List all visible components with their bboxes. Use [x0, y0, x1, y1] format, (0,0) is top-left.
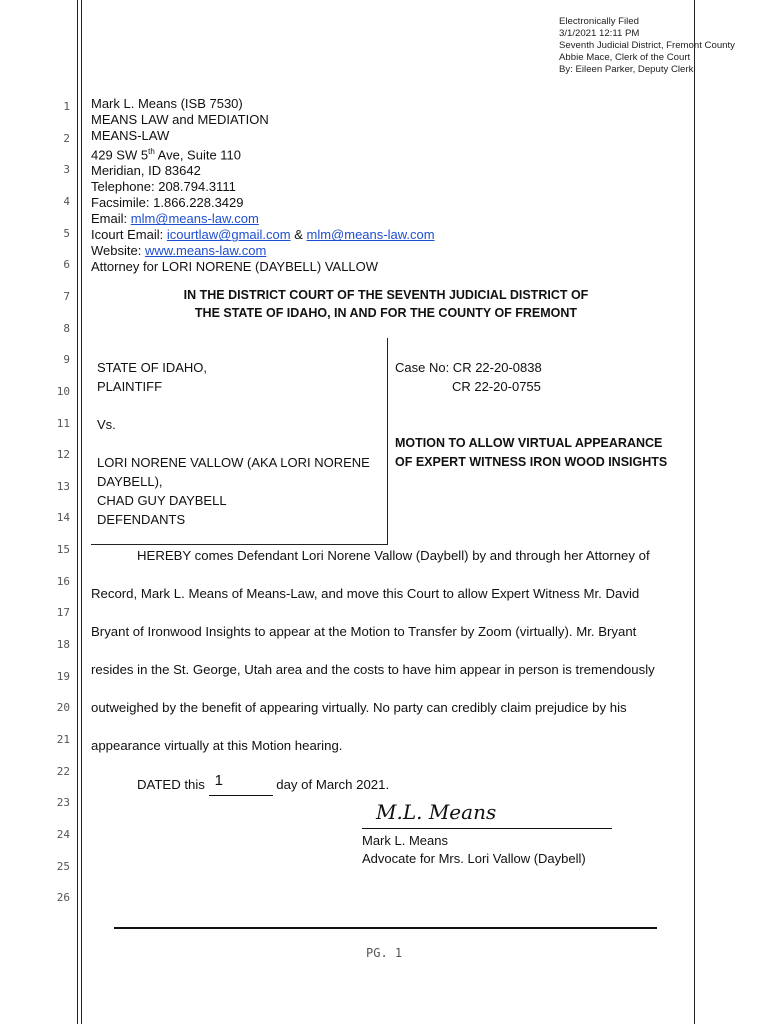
icourt-email-link-2[interactable]: mlm@means-law.com [306, 227, 435, 243]
website-link[interactable]: www.means-law.com [144, 243, 267, 259]
dated-day-blank [209, 772, 273, 796]
line-number: 9 [63, 353, 70, 367]
facsimile-line: Facsimile: 1.866.228.3429 [91, 195, 244, 211]
line-number: 19 [56, 669, 70, 683]
line-number: 12 [56, 448, 70, 462]
signer-name: Mark L. Means [362, 833, 448, 848]
dated-suffix: day of March 2021. [272, 777, 390, 792]
stamp-line: Electronically Filed [559, 16, 639, 27]
firm-name: MEANS LAW and MEDIATION [91, 112, 269, 127]
motion-title-2: OF EXPERT WITNESS IRON WOOD INSIGHTS [395, 455, 668, 469]
caption-divider-horizontal [91, 544, 388, 545]
signer-title: Advocate for Mrs. Lori Vallow (Daybell) [362, 851, 586, 866]
line-number: 18 [56, 638, 70, 652]
body-line-5: outweighed by the benefit of appearing virtually. No party can credibly claim prejudice by his [91, 700, 627, 715]
line-number: 4 [63, 194, 70, 208]
address-part: 429 SW 5 [91, 147, 149, 163]
case-number-1: Case No: CR 22-20-0838 [395, 360, 542, 375]
right-margin-rule [694, 0, 695, 1024]
email-link[interactable]: mlm@means-law.com [130, 211, 259, 227]
website-label: Website: [91, 243, 145, 259]
line-number: 22 [56, 764, 70, 778]
address-part: Ave, Suite 110 [154, 147, 242, 163]
icourt-line [91, 227, 435, 243]
filing-stamp [559, 16, 735, 76]
email-line [91, 211, 435, 227]
stamp-line: By: Eileen Parker, Deputy Clerk [559, 64, 694, 75]
attorney-header [91, 96, 435, 275]
stamp-line: Abbie Mace, Clerk of the Court [559, 52, 691, 63]
line-number: 14 [56, 511, 70, 525]
body-line-1: HEREBY comes Defendant Lori Norene Vallow (Daybell) by and through her Attorney of [137, 548, 650, 563]
dated-line [137, 772, 390, 794]
dated-prefix: DATED this [137, 777, 209, 792]
city-line: Meridian, ID 83642 [91, 163, 201, 179]
signature-line [362, 828, 612, 829]
line-number: 10 [56, 384, 70, 398]
body-line-3: Bryant of Ironwood Insights to appear at the Motion to Transfer by Zoom (virtually). Mr. Bryant [91, 624, 637, 639]
line-number: 2 [63, 131, 70, 145]
address-sup: th [148, 147, 155, 156]
line-number: 25 [56, 859, 70, 873]
email-label: Email: [91, 211, 131, 227]
ampersand: & [290, 227, 307, 243]
footer-rule [114, 927, 657, 929]
court-heading-line-2: THE STATE OF IDAHO, IN AND FOR THE COUNTY OF FREMONT [194, 306, 578, 320]
line-number: 6 [63, 258, 70, 272]
icourt-label: Icourt Email: [91, 227, 167, 243]
versus: Vs. [97, 417, 116, 432]
line-number: 16 [56, 574, 70, 588]
line-number: 26 [56, 891, 70, 905]
website-line [91, 243, 435, 259]
line-number: 20 [56, 701, 70, 715]
line-number: 24 [56, 827, 70, 841]
body-line-6: appearance virtually at this Motion hearing. [91, 738, 343, 753]
line-number: 5 [63, 226, 70, 240]
motion-title-1: MOTION TO ALLOW VIRTUAL APPEARANCE [395, 436, 663, 450]
stamp-line: 3/1/2021 12:11 PM [559, 28, 640, 39]
plaintiff-name: STATE OF IDAHO, [97, 360, 208, 375]
left-margin-rule-inner [81, 0, 82, 1024]
handwritten-signature: M.L. Means [376, 800, 497, 824]
court-heading-line-1: IN THE DISTRICT COURT OF THE SEVENTH JUDICIAL DISTRICT OF [183, 288, 589, 302]
line-number: 15 [56, 543, 70, 557]
line-number: 23 [56, 796, 70, 810]
line-number: 11 [56, 416, 70, 430]
line-number: 17 [56, 606, 70, 620]
case-number-2: CR 22-20-0755 [452, 379, 541, 394]
left-margin-rule-outer [77, 0, 78, 1024]
defendant-name-1: LORI NORENE VALLOW (AKA LORI NORENE [97, 455, 370, 470]
icourt-email-link-1[interactable]: icourtlaw@gmail.com [166, 227, 291, 243]
attorney-name: Mark L. Means (ISB 7530) [91, 96, 243, 111]
attorney-for: Attorney for LORI NORENE (DAYBELL) VALLOW [91, 259, 379, 275]
plaintiff-label: PLAINTIFF [97, 379, 163, 394]
stamp-line: Seventh Judicial District, Fremont County [559, 40, 735, 51]
line-number: 3 [63, 163, 70, 177]
firm-name-2: MEANS-LAW [91, 128, 170, 143]
line-number: 8 [63, 321, 70, 335]
telephone-line: Telephone: 208.794.3111 [91, 179, 236, 195]
line-number: 21 [56, 733, 70, 746]
street-address [91, 144, 435, 163]
body-line-4: resides in the St. George, Utah area and the costs to have him appear in person is tremendously [91, 662, 655, 677]
line-number: 13 [56, 479, 70, 493]
defendant-name-2: DAYBELL), [97, 474, 163, 489]
line-number: 1 [63, 100, 70, 113]
defendants-label: DEFENDANTS [97, 512, 186, 527]
caption-divider-vertical [387, 338, 388, 545]
page-number: PG. 1 [366, 946, 403, 960]
defendant-name-3: CHAD GUY DAYBELL [97, 493, 227, 508]
dated-day: 1 [214, 772, 223, 789]
line-number: 7 [63, 289, 70, 303]
body-line-2: Record, Mark L. Means of Means-Law, and move this Court to allow Expert Witness Mr. David [91, 586, 640, 601]
